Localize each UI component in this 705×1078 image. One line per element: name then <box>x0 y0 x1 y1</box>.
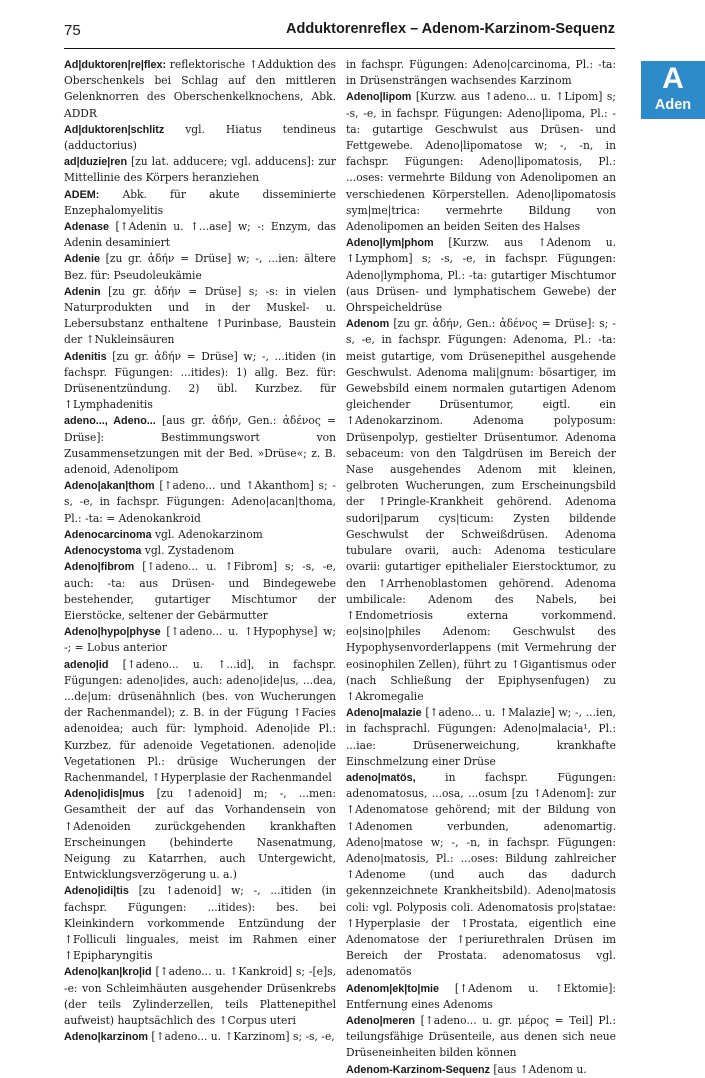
thumb-tab-label: Aden <box>654 97 692 113</box>
dictionary-entry <box>64 251 336 283</box>
entry-definition: [↑adeno... u. ↑Karzinom] s; -s, -e, <box>148 1030 335 1044</box>
entry-definition: [zu ↑adenoid] m; -, ...men: Gesamtheit der auf das Vorhandensein von ↑Adenoiden zurückgehenden krankhaften Erscheinungen (behinderte Nasenatmung, Neigung zu Katarrhen, auch Untergewicht, Entwicklungsverzögerung u. a.) <box>64 787 336 882</box>
entry-definition: vgl. Hiatus tendineus (adductorius) <box>64 122 336 153</box>
entry-definition: [zu gr. ἀδήν = Drüse] s; -s: in vielen Naturprodukten und in der Muskel- u. Lebersubstanz enthaltene ↑Purinbase, Baustein der ↑Nukleinsäuren <box>64 284 336 347</box>
left-column <box>64 57 336 1045</box>
dictionary-entry <box>64 122 336 154</box>
entry-headword: Adenitis <box>64 350 107 363</box>
dictionary-entry <box>64 1029 336 1045</box>
entry-headword: adeno..., Adeno... <box>64 415 156 428</box>
dictionary-entry <box>346 89 616 235</box>
entry-definition: [↑adeno... u. ↑Fibrom] s; -s, -e, auch: -ta: aus Drüsen- und Bindegewebe bestehender, gutartiger Mischtumor der Eierstöcke, seltener der Gebärmutter <box>64 560 336 622</box>
entry-headword: Adenom|ek|to|mie <box>346 982 440 995</box>
entry-headword: Adenie <box>64 253 100 266</box>
dictionary-entry <box>346 1013 616 1062</box>
entry-headword: adeno|id <box>64 658 109 671</box>
entry-headword: Adeno|karzinom <box>64 1031 149 1044</box>
dictionary-entry <box>64 964 336 1029</box>
entry-headword: Adeno|fibrom <box>64 561 135 574</box>
entry-headword: Adeno|idi|tis <box>64 885 129 898</box>
dictionary-entry <box>64 219 336 251</box>
dictionary-entry <box>64 624 336 656</box>
entry-headword: Ad|duktoren|re|flex: <box>64 59 167 71</box>
entry-definition: [Kurzw. aus ↑adeno... u. ↑Lipom] s; -s, -e, in fachspr. Fügungen: Adeno|lipoma, Pl.: -ta: gutartige Geschwulst aus Drüsen- und Fettgewebe. Adeno|lipomatose w; -, -n, in fachspr. Fügungen: Adeno|lipomatosis, Pl.: ...oses: vermehrte Bildung von Adenolipomen an verschiedenen Körperstellen. Adeno|lipomatosis sym|me|trica: vermehrte Bildung von Adenolipomen an beiden Seiten des Halses <box>346 90 616 234</box>
dictionary-entry <box>346 316 616 705</box>
page-header <box>64 20 615 49</box>
entry-headword: Adenocystoma <box>64 545 142 558</box>
entry-definition: [aus gr. ἀδήν, Gen.: ἀδένος = Drüse]: Bestimmungswort von Zusammensetzungen mit der Bed. »Drüse«; z. B. adenoid, Adenolipom <box>64 414 336 477</box>
entry-definition: [↑adeno... u. ↑Kankroid] s; -[e]s, -e: von Schleimhäuten ausgehender Drüsenkrebs (der teils Zylinderzellen, teils Plattenepithel aufweist) hauptsächlich des ↑Corpus uteri <box>64 965 336 1027</box>
dictionary-entry <box>346 981 616 1013</box>
entry-definition: [Kurzw. aus ↑Adenom u. ↑Lymphom] s; -s, -e, in fachspr. Fügungen: Adeno|lymphoma, Pl.: -ta: gutartiger Mischtumor (aus Drüsen- und lymphatischem Gewebe) der Ohrspeicheldrüse <box>346 236 616 315</box>
entry-headword: Adeno|akan|thom <box>64 480 155 493</box>
dictionary-entry <box>64 187 336 219</box>
entry-definition: in fachspr. Fügungen: Adeno|carcinoma, Pl.: -ta: in Drüsensträngen wachsendes Karzinom <box>346 58 616 88</box>
thumb-index-tab <box>641 61 705 119</box>
entry-headword: Adeno|kan|kro|id <box>64 966 152 979</box>
entry-definition: vgl. Zystadenom <box>141 544 235 558</box>
entry-definition: in fachspr. Fügungen: adenomatosus, ...osa, ...osum [zu ↑Adenom]: zur ↑Adenomatose gehörend; mit der Bildung von ↑Adenomen verbunden, adenomartig. Adeno|matose w; -, -n, in fachspr. Fügungen: Adeno|matosis, Pl.: ...oses: Bildung zahlreicher ↑Adenome (und auch das dadurch gekennzeichnete Krankheitsbild). Adeno|matosis coli: vgl. Polyposis coli. Adenomatosis pro|statae: ↑Hyperplasie der ↑Prostata, eigentlich eine Adenomatose der ↑periurethralen Drüsen im Bereich der Prostata. adenomatosus vgl. adenomatös <box>346 770 616 979</box>
dictionary-entry <box>64 154 336 186</box>
right-column <box>346 57 616 1078</box>
entry-definition: [zu lat. adducere; vgl. adducens]: zur Mittellinie des Körpers heranziehen <box>64 155 336 185</box>
entry-headword: Adenocarcinoma <box>64 528 152 541</box>
entry-definition: vgl. Adenokarzinom <box>151 527 263 541</box>
entry-definition: [aus ↑Adenom u. <box>489 1062 587 1076</box>
thumb-tab-letter: A <box>662 62 684 95</box>
entry-headword: Adenom-Karzinom-Sequenz <box>346 1063 490 1076</box>
entry-headword: ad|duzie|ren <box>64 156 128 169</box>
entry-headword: Adeno|hypo|physe <box>64 626 161 639</box>
entry-headword: ADEM: <box>64 188 100 201</box>
entry-headword: Adeno|malazie <box>346 707 422 720</box>
entry-headword: Adenase <box>64 221 110 234</box>
dictionary-entry <box>64 413 336 478</box>
entry-definition: [↑adeno... u. ↑Malazie] w; -, ...ien, in fachsprachl. Fügungen: Adeno|malacia¹, Pl.: ...iae: Drüsenerweichung, krankhafte Einschmelzung einer Drüse <box>346 706 616 768</box>
entry-headword: Adenin <box>64 285 101 298</box>
entry-definition: [zu gr. ἀδήν = Drüse] w; -, ...itiden (in fachspr. Fügungen: ...itides): 1) allg. Bez. für: Drüsenentzündung. 2) übl. Kurzbez. für ↑Lymphadenitis <box>64 349 336 412</box>
dictionary-entry <box>64 527 336 543</box>
dictionary-entry <box>64 478 336 527</box>
dictionary-entry <box>64 57 336 122</box>
entry-definition: [↑adeno... u. ↑...id], in fachspr. Fügungen: adeno|ides, auch: adeno|ide|us, ...dea, ...de|um: drüsenähnlich (bes. von Wucherungen der Rachenmandel); z. B. in der Fügung ↑Facies adenoidea; auch für: lymphoid. Adeno|ide Pl.: Kurzbez. für adenoide Vegetationen. adeno|ide Vegetationen Pl.: drüsige Wucherungen der Rachenmandel, ↑Hyperplasie der Rachenmandel <box>64 657 336 784</box>
entry-definition: [↑adeno... u. gr. μέρος = Teil] Pl.: teilungsfähige Drüsenteile, aus denen sich neue Drüseneinheiten bilden können <box>346 1013 616 1060</box>
dictionary-entry <box>64 559 336 624</box>
entry-definition: [↑Adenom u. ↑Ektomie]: Entfernung eines Adenoms <box>346 981 616 1011</box>
dictionary-entry <box>64 883 336 964</box>
entry-definition: [zu ↑adenoid] w; -, ...itiden (in fachspr. Fügungen: ...itides): bes. bei Kleinkindern vorkommende Entzündung der ↑Folliculi linguales, meist im Rahmen einer ↑Epipharyngitis <box>64 884 336 963</box>
entry-headword: Adeno|meren <box>346 1014 416 1027</box>
entry-definition: [zu gr. ἀδήν = Drüse] w; -, ...ien: ältere Bez. für: Pseudoleukämie <box>64 252 336 282</box>
dictionary-entry <box>346 770 616 981</box>
entry-definition: Abk. für akute disseminierte Enzephalomyelitis <box>64 187 336 217</box>
dictionary-entry <box>346 1062 616 1078</box>
dictionary-entry <box>346 705 616 770</box>
entry-definition: reflektorische ↑Adduktion des Oberschenkels bei Schlag auf den mittleren Gelenknorren des Oberschenkelknochens, Abk. ADDR <box>64 58 336 120</box>
dictionary-entry <box>64 786 336 883</box>
entry-definition: [↑adeno... u. ↑Hypophyse] w; -; = Lobus anterior <box>64 625 336 655</box>
entry-headword: Adeno|lipom <box>346 91 412 104</box>
entry-headword: Adenom <box>346 318 390 331</box>
entry-headword: adeno|matös, <box>346 771 416 784</box>
entry-headword: Adeno|lym|phom <box>346 237 434 250</box>
entry-definition: [zu gr. ἀδήν, Gen.: ἀδένος = Drüse]: s; -s, -e, in fachspr. Fügungen: Adenoma, Pl.: -ta: meist gutartige, vom Drüsenepithel ausgehende Geschwulst. Adenoma mali|gnum: bösartiger, im Gewebsbild einem normalen gutartigen Adenom gleichender Drüsentumor, eigtl. ein ↑Adenokarzinom. Adenoma polyposum: Drüsenpolyp, gestielter Drüsentumor. Adenoma sebaceum: von den Talgdrüsen im Bereich der Nase ausgehendes Adenom mit kleinen, gelbroten Wucherungen, zum Erscheinungsbild der ↑Pringle-Krankheit gehörend. Adenoma sudori|parum cys|ticum: Zysten bildende Geschwulst der Schweißdrüsen. Adenoma tubulare ovarii, auch: Adenoma testiculare ovarii: gutartiger epithelialer Eierstocktumor, zu den ↑Arrhenoblastomen gehörend. Adenoma umbilicale: Adenom des Nabels, bei ↑Endometriosis externa vorkommend. eo|sino|philes Adenom: Geschwulst des Hypophysenvorderlappens (mit Vermehrung der eosinophilen Zellen), führt zu ↑Gigantismus oder (nach Schließung der Epiphysenfugen) zu ↑Akromegalie <box>346 317 616 703</box>
dictionary-entry <box>346 235 616 316</box>
dictionary-entry <box>346 57 616 89</box>
dictionary-entry <box>64 349 336 414</box>
entry-headword: Adeno|idis|mus <box>64 788 145 801</box>
dictionary-entry <box>64 284 336 349</box>
entry-definition: [↑Adenin u. ↑...ase] w; -: Enzym, das Adenin desaminiert <box>64 220 336 250</box>
dictionary-entry <box>64 543 336 559</box>
page-number: 75 <box>64 22 81 39</box>
entry-headword: Ad|duktoren|schlitz <box>64 123 165 136</box>
dictionary-entry <box>64 657 336 787</box>
entry-definition: [↑adeno... und ↑Akanthom] s; -s, -e, in fachspr. Fügungen: Adeno|acan|thoma, Pl.: -ta: = Adenokankroid <box>64 479 336 525</box>
running-head: Adduktorenreflex – Adenom-Karzinom-Sequenz <box>286 21 615 37</box>
